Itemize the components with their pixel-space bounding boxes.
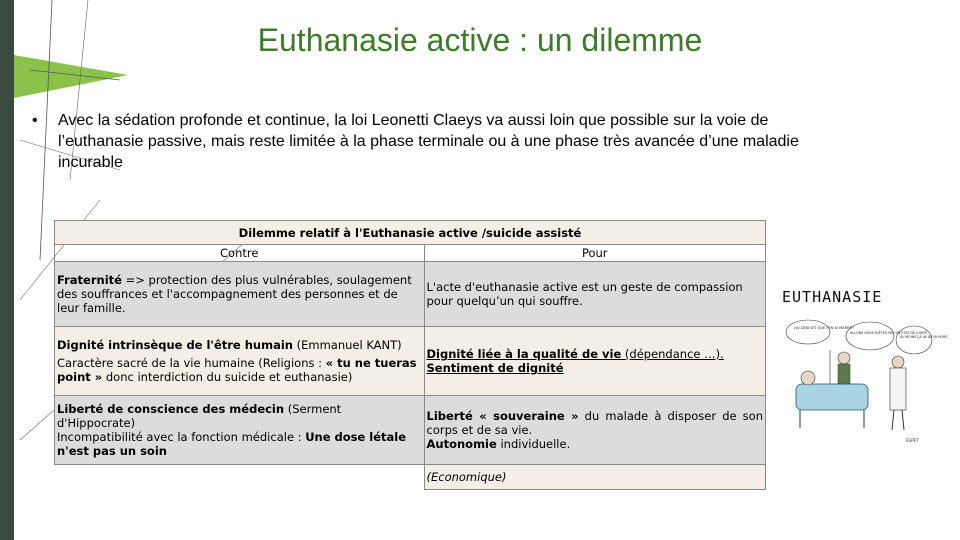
table-row	[55, 262, 766, 327]
cell-line	[57, 402, 422, 430]
euthanasie-cartoon	[766, 280, 948, 450]
speech-bubble-right-text: ALLONS VOUS N'ÊTES PAS EN ÉTAT DE JUGER	[850, 331, 927, 335]
cell-text: individuelle.	[496, 437, 571, 451]
cell-empty	[55, 465, 425, 490]
cell-line	[57, 430, 422, 458]
cell-pour-compassion	[424, 262, 766, 327]
cell-text: donc interdiction du suicide et euthanasie)	[102, 370, 353, 384]
cell-bold-text: Dignité intrinsèque de l'être humain	[57, 338, 293, 352]
table-row	[55, 327, 766, 396]
cell-line	[427, 347, 764, 361]
cell-bold-text: Une dose létale n'est pas un soin	[57, 430, 407, 458]
cell-text: (Emmanuel KANT)	[292, 338, 402, 352]
green-arrow-shape	[14, 55, 128, 98]
visitor-body	[838, 364, 850, 384]
table-header: Dilemme relatif à l'Euthanasie active /suicide assisté	[55, 221, 766, 245]
cell-text: L'acte d'euthanasie active est un geste de compassion pour quelqu’un qui souffre.	[426, 280, 743, 308]
cartoon-heading: EUTHANASIE	[782, 288, 883, 306]
cell-text: (dépendance …).	[621, 347, 724, 361]
column-contre: Contre	[55, 245, 425, 262]
cell-pour-dignite	[424, 327, 766, 396]
cell-bold-text: Autonomie	[426, 437, 497, 451]
cell-bold-text: Liberté de conscience des médecin	[57, 402, 285, 416]
dilemma-table	[54, 220, 766, 490]
table-header-row	[55, 221, 766, 245]
cell-pour-liberte	[424, 396, 766, 465]
cell-contre-liberte	[55, 396, 425, 465]
cell-bold-text: « tu ne tueras point »	[57, 356, 417, 384]
cell-italic-text: (Economique)	[426, 469, 507, 484]
speech-bubble-third-text: AU MOINS ÇA VA DE PA HORS	[900, 335, 948, 339]
visitor-head	[838, 352, 850, 364]
cell-text: Caractère sacré de la vie humaine (Religions :	[57, 356, 326, 370]
cell-text: Incompatibilité avec la fonction médicale :	[57, 430, 306, 444]
cell-pour-economique	[424, 465, 766, 490]
bullet-dot: •	[32, 112, 38, 129]
doctor-coat	[890, 368, 906, 410]
cell-line	[57, 356, 422, 384]
speech-bubble-left-text: J'AI DÉJÀ DIT QUE J'EN AI MARRE !	[794, 326, 855, 330]
doctor-head	[892, 356, 904, 368]
cell-contre-dignite	[55, 327, 425, 396]
bullet-text: Avec la sédation profonde et continue, la loi Leonetti Claeys va aussi loin que possible sur la voie de l’euthanasie passive, mais reste limitée à la phase terminale ou à une phase très avancée d’une maladie incurable	[58, 112, 799, 171]
cell-line	[427, 409, 764, 437]
cell-bold-text: Fraternité	[57, 273, 122, 287]
patient-head	[801, 371, 815, 385]
bullet-item	[32, 110, 842, 173]
cartoon-signature: ESPÈT	[906, 438, 919, 443]
table-row	[55, 396, 766, 465]
cell-line	[427, 437, 764, 451]
cell-bold-text: Dignité liée à la qualité de vie	[426, 347, 622, 361]
cell-contre-fraternite	[55, 262, 425, 327]
table-row	[55, 465, 766, 490]
hospital-bed	[796, 384, 868, 410]
cell-text: du malade à disposer de son corps et de sa vie.	[426, 409, 763, 437]
cell-bold-text: Sentiment de dignité	[426, 361, 564, 375]
column-pour: Pour	[424, 245, 766, 262]
cell-line	[57, 338, 422, 352]
column-header-row	[55, 245, 766, 262]
cell-bold-text: Liberté « souveraine »	[426, 409, 579, 423]
slide-title: Euthanasie active : un dilemme	[257, 22, 703, 58]
cell-text: => protection des plus vulnérables, soulagement des souffrances et l'accompagnement des personnes et de leur famille.	[57, 273, 412, 315]
cell-text: (Serment d'Hippocrate)	[57, 402, 342, 430]
